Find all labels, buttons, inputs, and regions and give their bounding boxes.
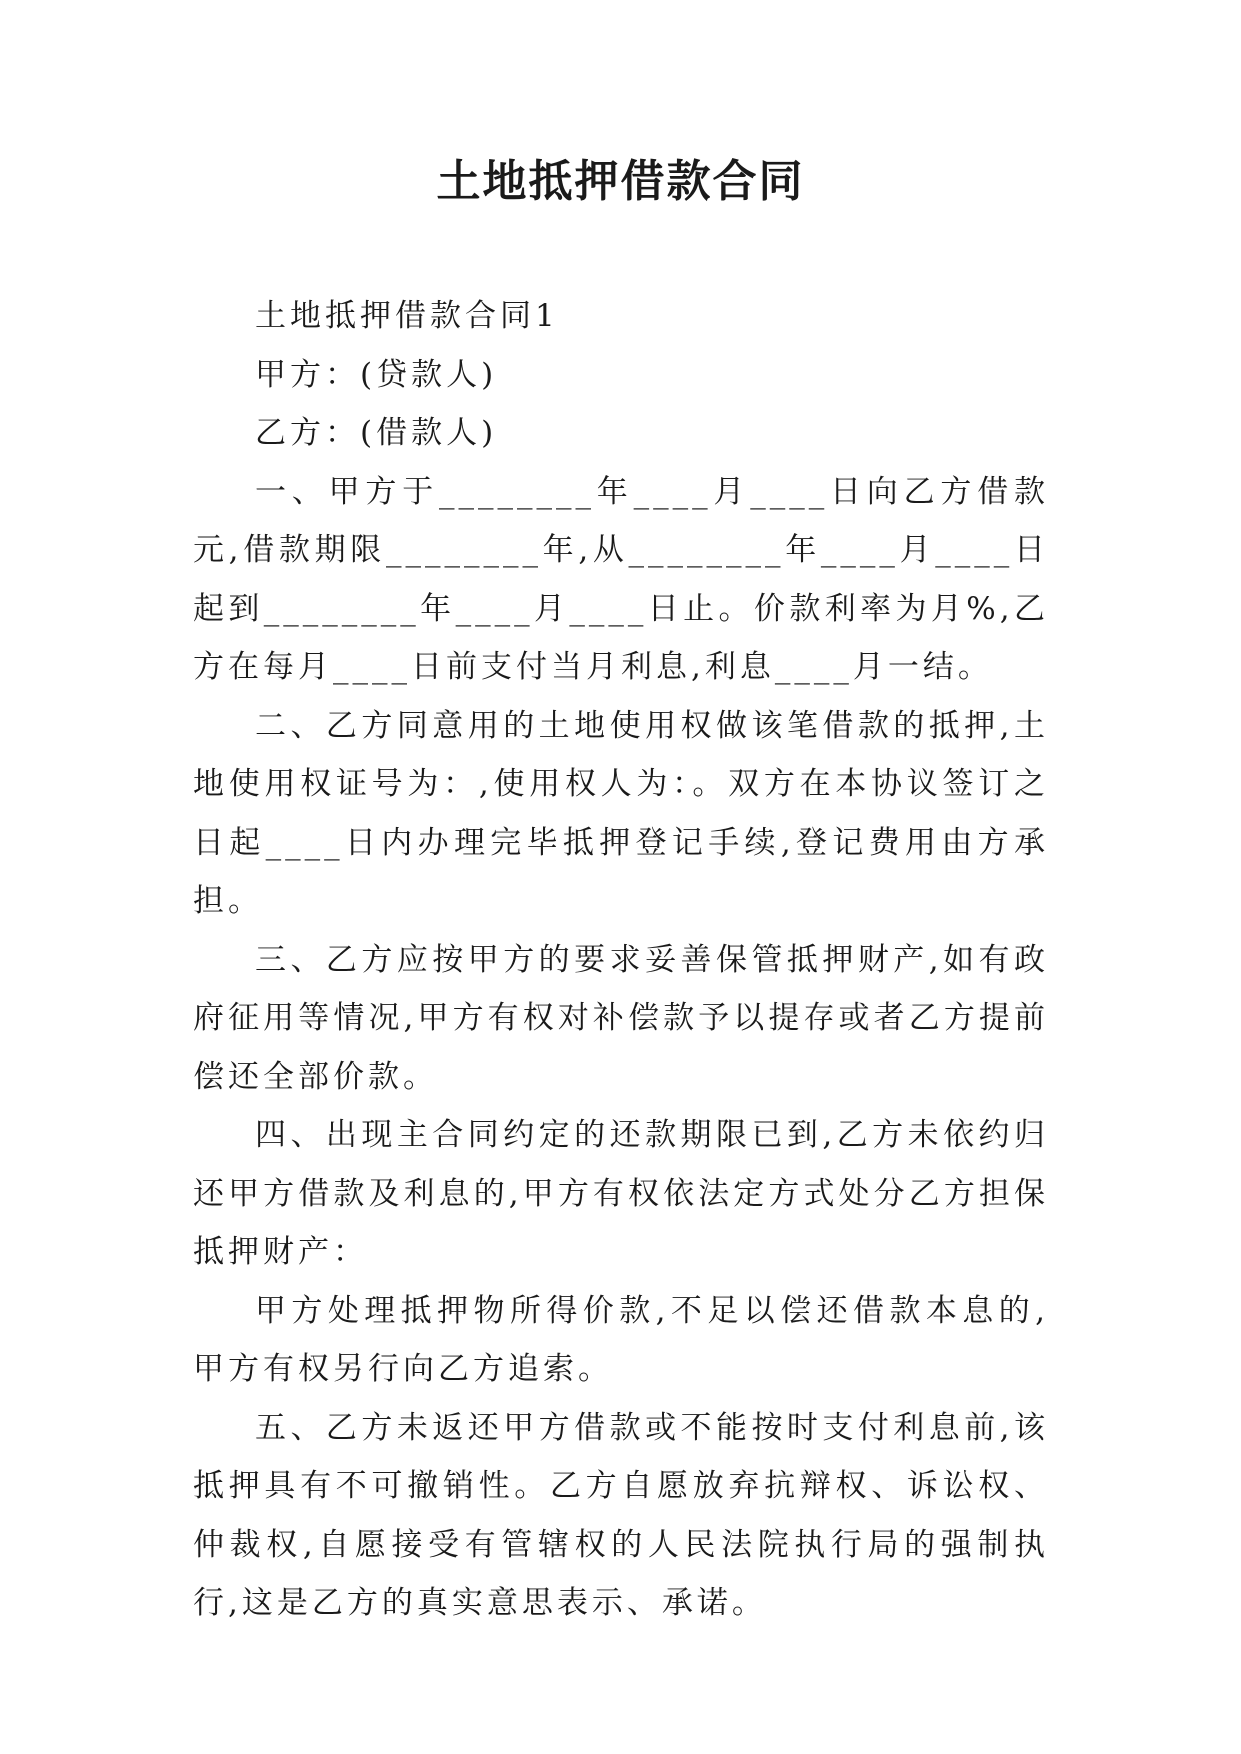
paragraph-clause-2: 二、乙方同意用的土地使用权做该笔借款的抵押,土地使用权证号为：,使用权人为：。双方在本协议签订之日起____日内办理完毕抵押登记手续,登记费用由方承担。 — [193, 707, 1049, 919]
paragraph-clause-1: 一、甲方于________年____月____日向乙方借款元,借款期限________年,从________年____月____日起到________年____月____日止。价款利率为月%,乙方在每月____日前支付当月利息,利息____月一结。 — [193, 473, 1049, 685]
paragraph-clause-4: 四、出现主合同约定的还款期限已到,乙方未依约归还甲方借款及利息的,甲方有权依法定方式处分乙方担保抵押财产： — [193, 1117, 1049, 1270]
paragraph-party-b: 乙方：(借款人) — [255, 415, 498, 451]
document-body — [193, 287, 1049, 1633]
paragraph-clause-4-detail: 甲方处理抵押物所得价款,不足以偿还借款本息的,甲方有权另行向乙方追索。 — [193, 1292, 1049, 1387]
paragraph-party-a: 甲方：(贷款人) — [255, 356, 498, 393]
document-title: 土地抵押借款合同 — [436, 156, 805, 207]
paragraph-clause-5: 五、乙方未返还甲方借款或不能按时支付利息前,该抵押具有不可撤销性。乙方自愿放弃抗辩权、诉讼权、仲裁权,自愿接受有管辖权的人民法院执行局的强制执行,这是乙方的真实意思表示、承诺。 — [193, 1409, 1049, 1621]
paragraph-subtitle: 土地抵押借款合同1 — [255, 298, 559, 334]
paragraph-clause-3: 三、乙方应按甲方的要求妥善保管抵押财产,如有政府征用等情况,甲方有权对补偿款予以提存或者乙方提前偿还全部价款。 — [193, 941, 1049, 1095]
